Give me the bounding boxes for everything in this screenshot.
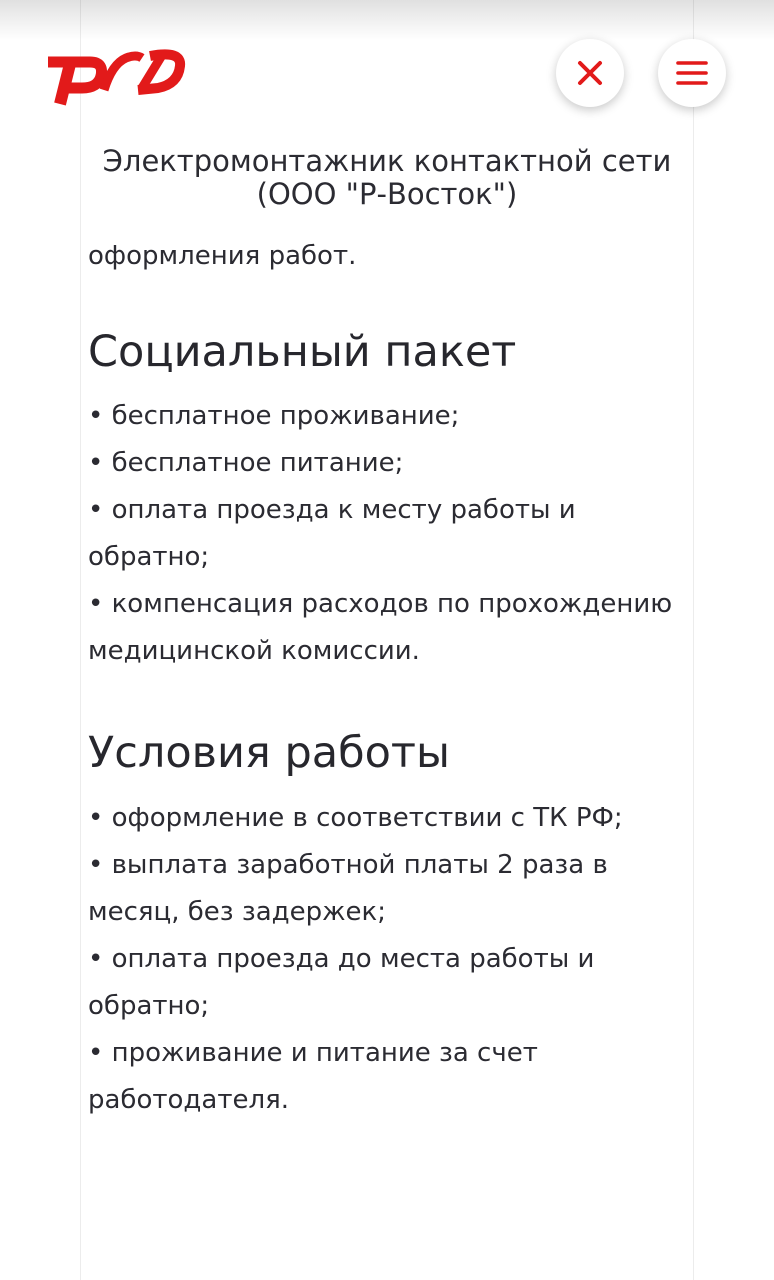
rzd-logo-icon [46,44,188,106]
work-conditions-heading: Условия работы [88,728,450,778]
list-item: • бесплатное питание; [88,448,404,478]
work-conditions-list [88,795,688,1124]
list-item: • оплата проезда до места работы и обратно; [88,944,595,1021]
social-package-heading: Социальный пакет [88,327,517,377]
rzd-logo[interactable] [46,44,188,106]
top-shadow [0,0,774,40]
list-item: • проживание и питание за счет работодателя. [88,1038,538,1115]
vacancy-article [88,232,688,1124]
hamburger-menu-icon [676,60,708,86]
truncated-paragraph: оформления работ. [88,241,357,271]
list-item: • компенсация расходов по прохождению медицинской комиссии. [88,589,673,666]
close-button[interactable] [556,39,624,107]
list-item: • оформление в соответствии с ТК РФ; [88,803,623,833]
list-item: • бесплатное проживание; [88,401,460,431]
list-item: • оплата проезда к месту работы и обратно; [88,495,576,572]
menu-button[interactable] [658,39,726,107]
page-title: Электромонтажник контактной сети (ООО "Р-Восток") [102,144,672,211]
close-icon [575,58,605,88]
social-package-list [88,393,688,675]
list-item: • выплата заработной платы 2 раза в месяц, без задержек; [88,850,608,927]
